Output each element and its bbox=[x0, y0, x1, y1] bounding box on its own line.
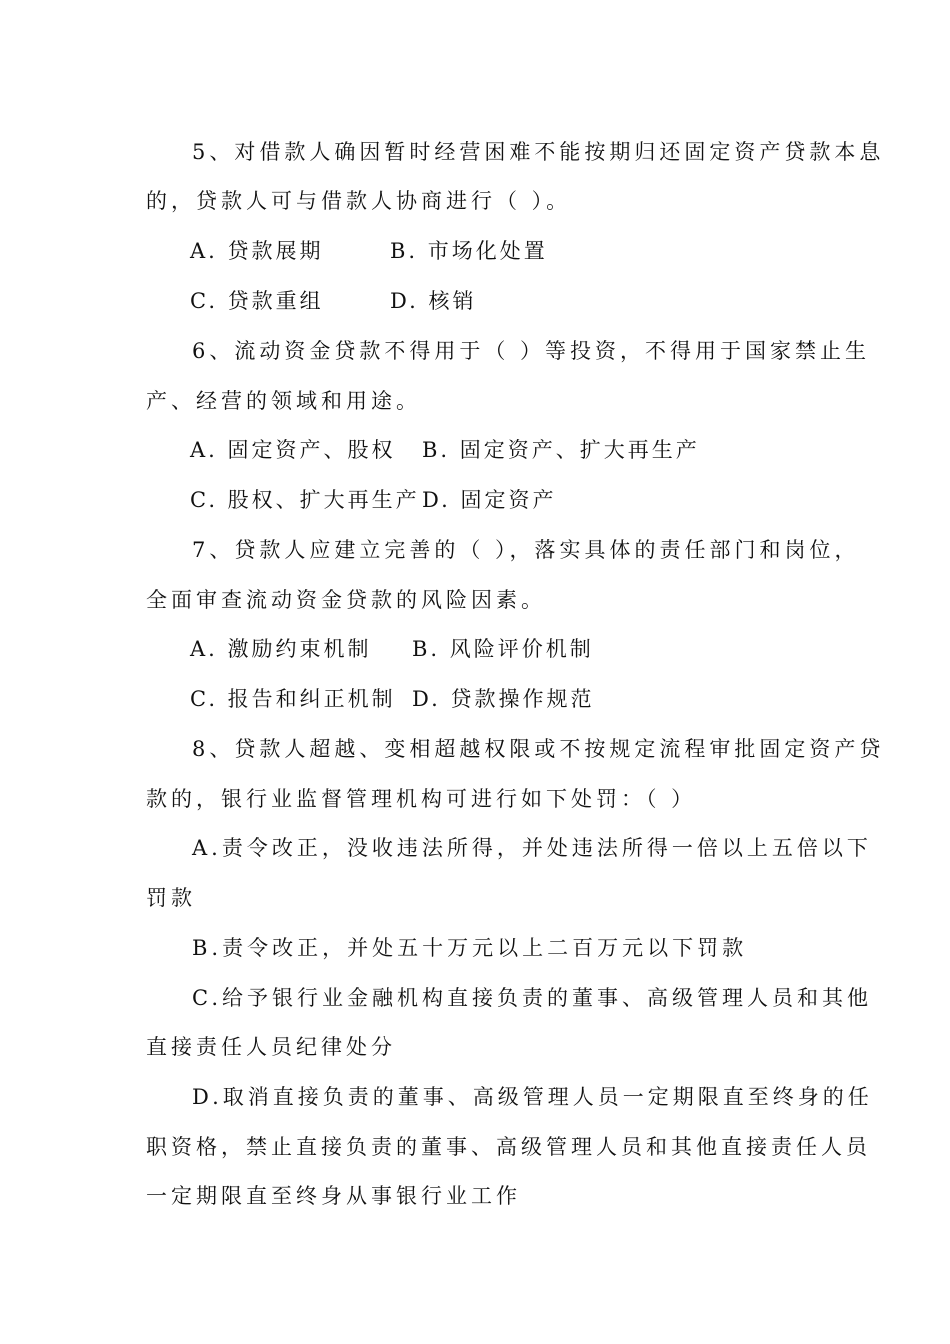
question-5-option-d: D. 核销 bbox=[390, 289, 477, 313]
question-8-option-d-line-2: 职资格，禁止直接负责的董事、高级管理人员和其他直接责任人员 bbox=[146, 1135, 871, 1159]
question-7-options-row-2 bbox=[190, 684, 790, 714]
question-8-option-c-line-1: C.给予银行业金融机构直接负责的董事、高级管理人员和其他 bbox=[192, 986, 872, 1010]
question-8-option-a-line-1: A.责令改正，没收违法所得，并处违法所得一倍以上五倍以下 bbox=[192, 836, 872, 860]
question-6-option-b: B. 固定资产、扩大再生产 bbox=[422, 438, 700, 462]
question-7-options-row-1 bbox=[190, 634, 790, 664]
question-8-option-a-line-2: 罚款 bbox=[146, 886, 196, 910]
question-6-text-line-1: 6、流动资金贷款不得用于（ ）等投资，不得用于国家禁止生 bbox=[192, 339, 871, 363]
question-8-option-d-line-1: D.取消直接负责的董事、高级管理人员一定期限直至终身的任 bbox=[192, 1085, 873, 1109]
question-7-option-d: D. 贷款操作规范 bbox=[412, 687, 595, 711]
question-7-text-line-1: 7、贷款人应建立完善的（ ），落实具体的责任部门和岗位， bbox=[192, 538, 860, 562]
question-5-options-row-2 bbox=[190, 286, 790, 316]
question-7-option-a: A. 激励约束机制 bbox=[190, 637, 372, 661]
question-6-option-c: C. 股权、扩大再生产 bbox=[190, 488, 420, 512]
question-7-text-line-2: 全面审查流动资金贷款的风险因素。 bbox=[146, 588, 546, 612]
question-7-option-c: C. 报告和纠正机制 bbox=[190, 687, 396, 711]
question-7-option-b: B. 风险评价机制 bbox=[412, 637, 594, 661]
question-8-option-b-line-1: B.责令改正，并处五十万元以上二百万元以下罚款 bbox=[192, 936, 748, 960]
question-6-option-d: D. 固定资产 bbox=[422, 488, 557, 512]
question-6-options-row-1 bbox=[190, 435, 790, 465]
question-5-option-c: C. 贷款重组 bbox=[190, 289, 324, 313]
question-8-text-line-2: 款的，银行业监督管理机构可进行如下处罚：（ ） bbox=[146, 787, 697, 811]
question-5-options-row-1 bbox=[190, 236, 790, 266]
question-5-option-b: B. 市场化处置 bbox=[390, 239, 548, 263]
question-6-options-row-2 bbox=[190, 485, 790, 515]
question-6-text-line-2: 产、经营的领域和用途。 bbox=[146, 389, 421, 413]
question-5-text-line-2: 的，贷款人可与借款人协商进行（ ）。 bbox=[146, 189, 572, 213]
question-6-option-a: A. 固定资产、股权 bbox=[190, 438, 396, 462]
question-8-option-c-line-2: 直接责任人员纪律处分 bbox=[146, 1035, 396, 1059]
question-8-option-d-line-3: 一定期限直至终身从事银行业工作 bbox=[146, 1184, 521, 1208]
question-5-text-line-1: 5、对借款人确因暂时经营困难不能按期归还固定资产贷款本息 bbox=[192, 140, 885, 164]
question-5-option-a: A. 贷款展期 bbox=[190, 239, 324, 263]
question-8-text-line-1: 8、贷款人超越、变相超越权限或不按规定流程审批固定资产贷 bbox=[192, 737, 885, 761]
